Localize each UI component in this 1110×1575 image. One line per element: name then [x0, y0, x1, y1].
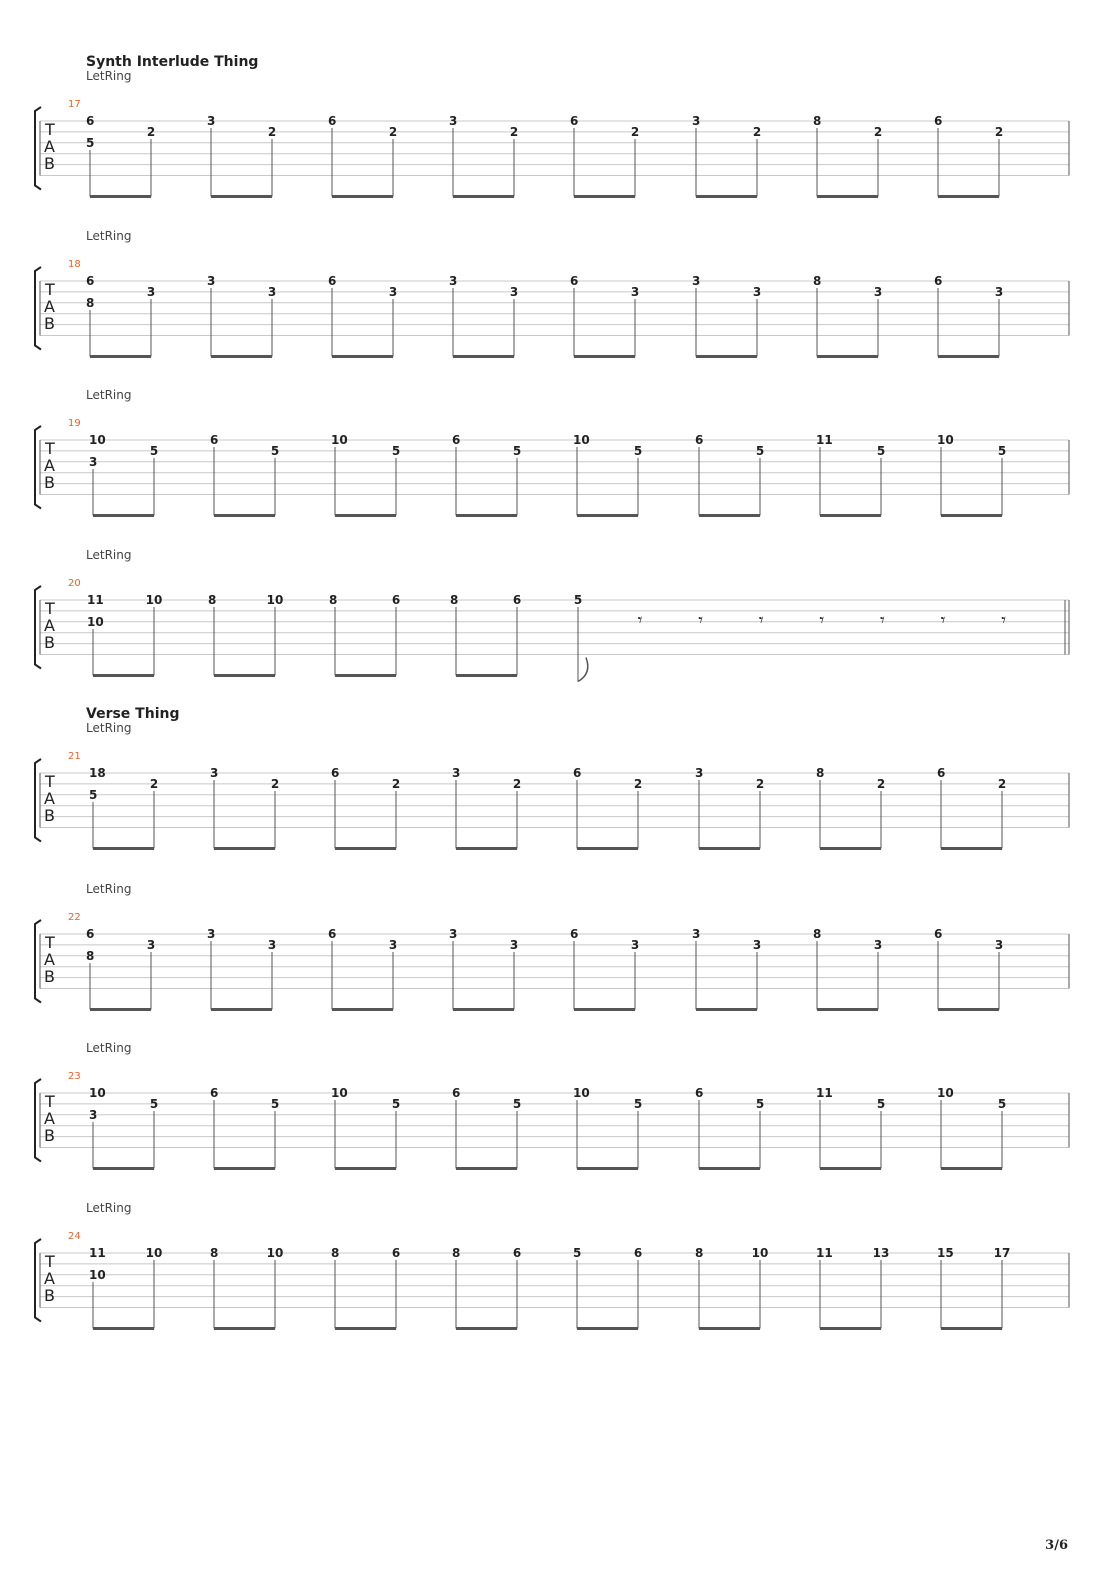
- eighth-rest: 𝄾: [637, 610, 643, 631]
- fret-number: 2: [997, 777, 1007, 791]
- tab-row-22: [35, 912, 1069, 1010]
- letring-label: LetRing: [86, 388, 132, 402]
- fret-number: 5: [997, 1097, 1007, 1111]
- clef-t: T: [45, 1252, 55, 1271]
- clef-t: T: [45, 772, 55, 791]
- fret-number: 6: [695, 1086, 704, 1100]
- clef-b: B: [44, 1126, 55, 1145]
- fret-number: 5: [391, 1097, 401, 1111]
- measure-number: 18: [68, 259, 81, 270]
- clef-a: A: [44, 1269, 55, 1288]
- fret-number: 6: [512, 593, 522, 607]
- fret-number: 2: [633, 777, 643, 791]
- fret-number: 2: [876, 777, 886, 791]
- clef-b: B: [44, 154, 55, 173]
- fret-number: 10: [331, 1086, 348, 1100]
- fret-number: 6: [328, 114, 337, 128]
- clef-b: B: [44, 473, 55, 492]
- clef-t: T: [45, 439, 55, 458]
- letring-label: LetRing: [86, 1041, 132, 1055]
- fret-number: 5: [755, 1097, 765, 1111]
- letring-label: LetRing: [86, 721, 132, 735]
- fret-number: 3: [692, 274, 701, 288]
- measure-number: 21: [68, 751, 81, 762]
- fret-number: 3: [207, 274, 216, 288]
- fret-number: 8: [208, 593, 217, 607]
- measure-number: 19: [68, 418, 81, 429]
- clef-t: T: [45, 599, 55, 618]
- fret-number: 6: [86, 927, 95, 941]
- fret-number: 3: [388, 285, 398, 299]
- fret-number: 3: [449, 114, 458, 128]
- fret-number: 2: [873, 125, 883, 139]
- fret-number: 2: [146, 125, 156, 139]
- fret-number: 6: [391, 1246, 401, 1260]
- fret-number: 10: [573, 1086, 590, 1100]
- fret-number: 8: [86, 949, 95, 963]
- fret-number: 2: [752, 125, 762, 139]
- letring-label: LetRing: [86, 1201, 132, 1215]
- eighth-rest: 𝄾: [1001, 610, 1006, 631]
- fret-number: 11: [87, 593, 104, 607]
- fret-number: 2: [630, 125, 640, 139]
- eighth-rest: 𝄾: [819, 610, 825, 631]
- fret-number: 5: [270, 1097, 280, 1111]
- fret-number: 3: [267, 938, 277, 952]
- fret-number: 10: [751, 1246, 769, 1260]
- fret-number: 10: [89, 433, 106, 447]
- fret-number: 5: [876, 444, 886, 458]
- fret-number: 3: [452, 766, 461, 780]
- clef-t: T: [45, 280, 55, 299]
- tab-row-19: [35, 418, 1069, 516]
- eighth-rest: 𝄾: [880, 610, 885, 631]
- fret-number: 6: [934, 114, 943, 128]
- note-flag: [578, 658, 588, 682]
- fret-number: 6: [391, 593, 401, 607]
- fret-number: 3: [146, 285, 156, 299]
- fret-number: 3: [692, 927, 701, 941]
- fret-number: 3: [388, 938, 398, 952]
- fret-number: 3: [210, 766, 219, 780]
- fret-number: 2: [509, 125, 519, 139]
- fret-number: 5: [997, 444, 1007, 458]
- fret-number: 10: [266, 593, 284, 607]
- fret-number: 6: [934, 927, 943, 941]
- clef-b: B: [44, 314, 55, 333]
- fret-number: 10: [89, 1086, 106, 1100]
- fret-number: 3: [449, 274, 458, 288]
- fret-number: 3: [695, 766, 704, 780]
- fret-number: 3: [146, 938, 156, 952]
- fret-number: 10: [89, 1268, 106, 1282]
- section-title: Synth Interlude Thing: [86, 54, 259, 70]
- fret-number: 2: [755, 777, 765, 791]
- letring-label: LetRing: [86, 69, 132, 83]
- eighth-rest: 𝄾: [940, 610, 946, 631]
- fret-number: 6: [331, 766, 340, 780]
- fret-number: 3: [449, 927, 458, 941]
- clef-a: A: [44, 950, 55, 969]
- fret-number: 8: [816, 766, 825, 780]
- fret-number: 8: [86, 296, 95, 310]
- fret-number: 2: [391, 777, 401, 791]
- fret-number: 3: [873, 938, 883, 952]
- fret-number: 6: [570, 274, 579, 288]
- clef-a: A: [44, 137, 55, 156]
- fret-number: 5: [573, 593, 583, 607]
- fret-number: 3: [509, 285, 519, 299]
- fret-number: 6: [512, 1246, 522, 1260]
- fret-number: 8: [813, 274, 822, 288]
- eighth-rest: 𝄾: [698, 610, 703, 631]
- clef-a: A: [44, 616, 55, 635]
- fret-number: 8: [813, 114, 822, 128]
- fret-number: 2: [270, 777, 280, 791]
- page-number: 3/6: [1045, 1538, 1068, 1553]
- fret-number: 3: [207, 927, 216, 941]
- fret-number: 3: [873, 285, 883, 299]
- fret-number: 3: [994, 938, 1004, 952]
- section-title: Verse Thing: [86, 706, 180, 722]
- fret-number: 3: [752, 285, 762, 299]
- fret-number: 2: [512, 777, 522, 791]
- fret-number: 8: [452, 1246, 461, 1260]
- fret-number: 5: [633, 1097, 643, 1111]
- fret-number: 2: [149, 777, 159, 791]
- measure-number: 20: [68, 578, 81, 589]
- fret-number: 8: [450, 593, 459, 607]
- fret-number: 3: [630, 285, 640, 299]
- fret-number: 10: [266, 1246, 284, 1260]
- fret-number: 6: [633, 1246, 643, 1260]
- tab-row-23: [35, 1071, 1069, 1169]
- fret-number: 6: [573, 766, 582, 780]
- fret-number: 2: [388, 125, 398, 139]
- fret-number: 11: [89, 1246, 106, 1260]
- fret-number: 18: [89, 766, 106, 780]
- fret-number: 6: [452, 1086, 461, 1100]
- fret-number: 5: [573, 1246, 582, 1260]
- fret-number: 10: [331, 433, 348, 447]
- clef-a: A: [44, 297, 55, 316]
- fret-number: 5: [270, 444, 280, 458]
- tab-row-18: [35, 259, 1069, 357]
- fret-number: 6: [210, 433, 219, 447]
- fret-number: 5: [149, 1097, 159, 1111]
- tab-row-20: [35, 578, 1069, 682]
- measure-number: 23: [68, 1071, 81, 1082]
- fret-number: 5: [876, 1097, 886, 1111]
- fret-number: 6: [328, 927, 337, 941]
- fret-number: 8: [813, 927, 822, 941]
- fret-number: 10: [937, 1086, 954, 1100]
- letring-label: LetRing: [86, 548, 132, 562]
- clef-t: T: [45, 933, 55, 952]
- measure-number: 17: [68, 99, 81, 110]
- fret-number: 8: [329, 593, 338, 607]
- fret-number: 2: [994, 125, 1004, 139]
- fret-number: 6: [934, 274, 943, 288]
- clef-a: A: [44, 789, 55, 808]
- fret-number: 10: [937, 433, 954, 447]
- letring-label: LetRing: [86, 882, 132, 896]
- tab-row-21: [35, 751, 1069, 849]
- fret-number: 3: [89, 455, 98, 469]
- fret-number: 10: [573, 433, 590, 447]
- fret-number: 5: [755, 444, 765, 458]
- fret-number: 10: [145, 593, 163, 607]
- measure-number: 22: [68, 912, 81, 923]
- fret-number: 3: [89, 1108, 98, 1122]
- fret-number: 10: [145, 1246, 163, 1260]
- clef-t: T: [45, 120, 55, 139]
- measure-number: 24: [68, 1231, 81, 1242]
- fret-number: 3: [509, 938, 519, 952]
- fret-number: 5: [391, 444, 401, 458]
- fret-number: 3: [752, 938, 762, 952]
- tab-row-24: [35, 1231, 1069, 1329]
- fret-number: 5: [633, 444, 643, 458]
- fret-number: 10: [87, 615, 104, 629]
- fret-number: 6: [86, 114, 95, 128]
- clef-b: B: [44, 967, 55, 986]
- fret-number: 3: [630, 938, 640, 952]
- eighth-rest: 𝄾: [758, 610, 764, 631]
- fret-number: 6: [210, 1086, 219, 1100]
- fret-number: 3: [207, 114, 216, 128]
- fret-number: 5: [512, 444, 522, 458]
- fret-number: 13: [872, 1246, 890, 1260]
- fret-number: 8: [695, 1246, 704, 1260]
- fret-number: 6: [86, 274, 95, 288]
- clef-b: B: [44, 633, 55, 652]
- fret-number: 3: [692, 114, 701, 128]
- fret-number: 8: [331, 1246, 340, 1260]
- fret-number: 6: [695, 433, 704, 447]
- fret-number: 5: [86, 136, 95, 150]
- fret-number: 3: [994, 285, 1004, 299]
- fret-number: 8: [210, 1246, 219, 1260]
- fret-number: 6: [570, 114, 579, 128]
- fret-number: 5: [149, 444, 159, 458]
- clef-a: A: [44, 456, 55, 475]
- fret-number: 6: [937, 766, 946, 780]
- fret-number: 17: [993, 1246, 1011, 1260]
- fret-number: 11: [816, 1086, 833, 1100]
- fret-number: 11: [816, 1246, 833, 1260]
- fret-number: 5: [512, 1097, 522, 1111]
- fret-number: 6: [328, 274, 337, 288]
- tab-row-17: [35, 99, 1069, 197]
- fret-number: 3: [267, 285, 277, 299]
- clef-t: T: [45, 1092, 55, 1111]
- fret-number: 11: [816, 433, 833, 447]
- clef-b: B: [44, 806, 55, 825]
- letring-label: LetRing: [86, 229, 132, 243]
- fret-number: 2: [267, 125, 277, 139]
- fret-number: 6: [570, 927, 579, 941]
- fret-number: 15: [937, 1246, 954, 1260]
- clef-a: A: [44, 1109, 55, 1128]
- fret-number: 5: [89, 788, 98, 802]
- clef-b: B: [44, 1286, 55, 1305]
- fret-number: 6: [452, 433, 461, 447]
